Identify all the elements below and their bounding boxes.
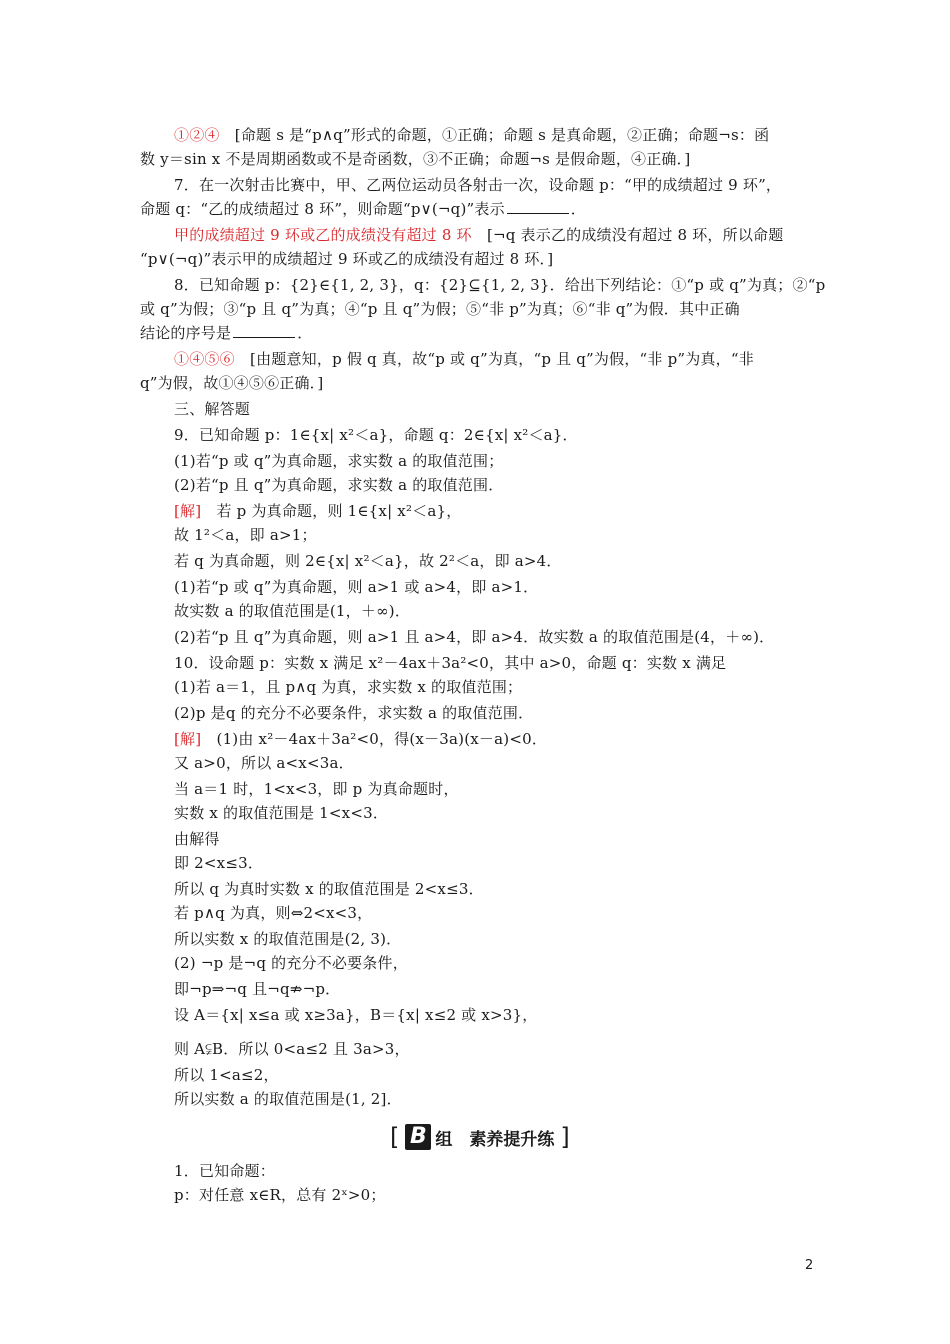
line-text: 三、解答题 [174,400,251,418]
line-text: 9．已知命题 p：1∈{x| x²＜a}，命题 q：2∈{x| x²＜a}． [174,426,578,444]
text-line [174,778,459,800]
line-text: ． [297,324,313,342]
answer-text: ①④⑤⑥ [174,350,235,368]
line-text: 故 1²＜a，即 a>1； [174,526,317,544]
line-text: 所以实数 a 的取值范围是(1, 2]． [174,1090,402,1108]
line-text: 所以 q 为真时实数 x 的取值范围是 2<x≤3． [174,880,484,898]
line-text: 若 p∧q 为真，则⇔2<x<3， [174,904,373,922]
line-text: 即¬p⇒¬q 且¬q⇏¬p． [174,980,341,998]
text-line [174,224,783,246]
text-line [174,828,220,850]
line-text: [¬q 表示乙的成绩没有超过 8 环，所以命题 [471,226,784,244]
text-line [140,298,740,320]
line-text: 实数 x 的取值范围是 1<x<3． [174,804,389,822]
text-line [174,1088,402,1110]
line-text: (1)由 x²－4ax＋3a²<0，得(x－3a)(x－a)<0． [201,730,548,748]
text-line [174,1038,410,1060]
line-text: 或 q”为假；③“p 且 q”为真；④“p 且 q”为假；⑤“非 p”为真；⑥“非 q”为假．其中正确 [140,300,740,318]
line-text: 即 2<x≤3． [174,854,264,872]
text-line [174,1160,275,1182]
line-text: 10．设命题 p：实数 x 满足 x²－4ax＋3a²<0，其中 a>0，命题 q：实数 x 满足 [174,654,727,672]
text-line [174,752,354,774]
section-bracket-open: [ [390,1123,400,1151]
text-line [174,978,340,1000]
text-line [174,450,503,472]
text-line [174,124,769,146]
text-line [174,852,263,874]
line-text: 又 a>0，所以 a<x<3a． [174,754,354,772]
text-line [174,424,578,446]
text-line [174,600,410,622]
line-text: (2)若“p 且 q”为真命题，求实数 a 的取值范围． [174,476,504,494]
line-text: (2)若“p 且 q”为真命题，则 a>1 且 a>4，即 a>4．故实数 a 的取值范围是(4，＋∞)． [174,628,775,646]
section-header [390,1122,570,1152]
text-line [140,322,312,344]
text-line [174,802,388,824]
text-line [140,372,323,394]
line-text: [命题 s 是“p∧q”形式的命题，①正确；命题 s 是真命题，②正确；命题¬s：函 [219,126,770,144]
line-text: p：对任意 x∈R，总有 2ˣ>0； [174,1186,386,1204]
text-line [174,676,522,698]
text-line [174,524,317,546]
text-line [174,398,250,420]
line-text: 当 a＝1 时，1<x<3，即 p 为真命题时， [174,780,459,798]
line-text: 数 y＝sin x 不是周期函数或不是奇函数，③不正确；命题¬s 是假命题，④正确．] [140,150,691,168]
text-line [174,702,533,724]
text-line [174,902,372,924]
line-text: 所以 1<a≤2， [174,1066,279,1084]
text-line [174,550,562,572]
line-text: (1)若 a＝1，且 p∧q 为真，求实数 x 的取值范围； [174,678,523,696]
line-text: (1)若“p 或 q”为真命题，求实数 a 的取值范围； [174,452,504,470]
text-line [174,652,726,674]
line-text: (1)若“p 或 q”为真命题，则 a>1 或 a>4，即 a>1． [174,578,539,596]
text-line [174,274,825,296]
answer-text: [解] [174,730,202,748]
section-title: 组 素养提升练 [435,1129,555,1150]
text-line [174,626,774,648]
text-line [174,500,461,522]
text-line [140,148,690,170]
text-line [174,576,538,598]
line-text: “p∨(¬q)”表示甲的成绩超过 9 环或乙的成绩没有超过 8 环．] [140,250,554,268]
line-text: 若 p 为真命题，则 1∈{x| x²＜a}， [201,502,462,520]
line-text: (2)p 是q 的充分不必要条件，求实数 a 的取值范围． [174,704,534,722]
line-text: 7．在一次射击比赛中，甲、乙两位运动员各射击一次，设命题 p：“甲的成绩超过 9 环”， [174,176,782,194]
page-number: 2 [805,1258,814,1273]
text-line [174,1184,386,1206]
text-line [174,1064,279,1086]
line-text: 所以实数 x 的取值范围是(2, 3)． [174,930,402,948]
text-line [174,474,503,496]
answer-text: ①②④ [174,126,220,144]
answer-blank [233,323,295,338]
line-text: q”为假，故①④⑤⑥正确．] [140,374,324,392]
line-text: 8．已知命题 p：{2}∈{1, 2, 3}，q：{2}⊆{1, 2, 3}．给出下列结论：①“p 或 q”为真；②“p [174,276,826,294]
line-text: 则 A⫋B．所以 0<a≤2 且 3a>3， [174,1040,410,1058]
line-text: [由题意知，p 假 q 真，故“p 或 q”为真，“p 且 q”为假，“非 p”为真，“非 [234,350,754,368]
line-text: 由解得 [174,830,220,848]
line-text: ． [570,200,586,218]
text-line [174,952,408,974]
text-line [174,928,401,950]
text-line [174,348,754,370]
text-line [140,198,586,220]
section-letter-badge: B [405,1124,431,1150]
answer-text: [解] [174,502,202,520]
line-text: 结论的序号是 [140,324,232,342]
line-text: (2) ¬p 是¬q 的充分不必要条件， [174,954,408,972]
line-text: 设 A＝{x| x≤a 或 x≥3a}，B＝{x| x≤2 或 x>3}， [174,1006,538,1024]
section-bracket-close: ] [560,1123,570,1151]
answer-blank [507,199,569,214]
line-text: 命题 q：“乙的成绩超过 8 环”，则命题“p∨(¬q)”表示 [140,200,505,218]
text-line [140,248,553,270]
answer-text: 甲的成绩超过 9 环或乙的成绩没有超过 8 环 [174,226,472,244]
text-line [174,1004,537,1026]
text-line [174,878,484,900]
text-line [174,174,781,196]
line-text: 若 q 为真命题，则 2∈{x| x²＜a}，故 2²＜a，即 a>4． [174,552,562,570]
line-text: 1．已知命题： [174,1162,275,1180]
text-line [174,728,547,750]
line-text: 故实数 a 的取值范围是(1，＋∞)． [174,602,411,620]
